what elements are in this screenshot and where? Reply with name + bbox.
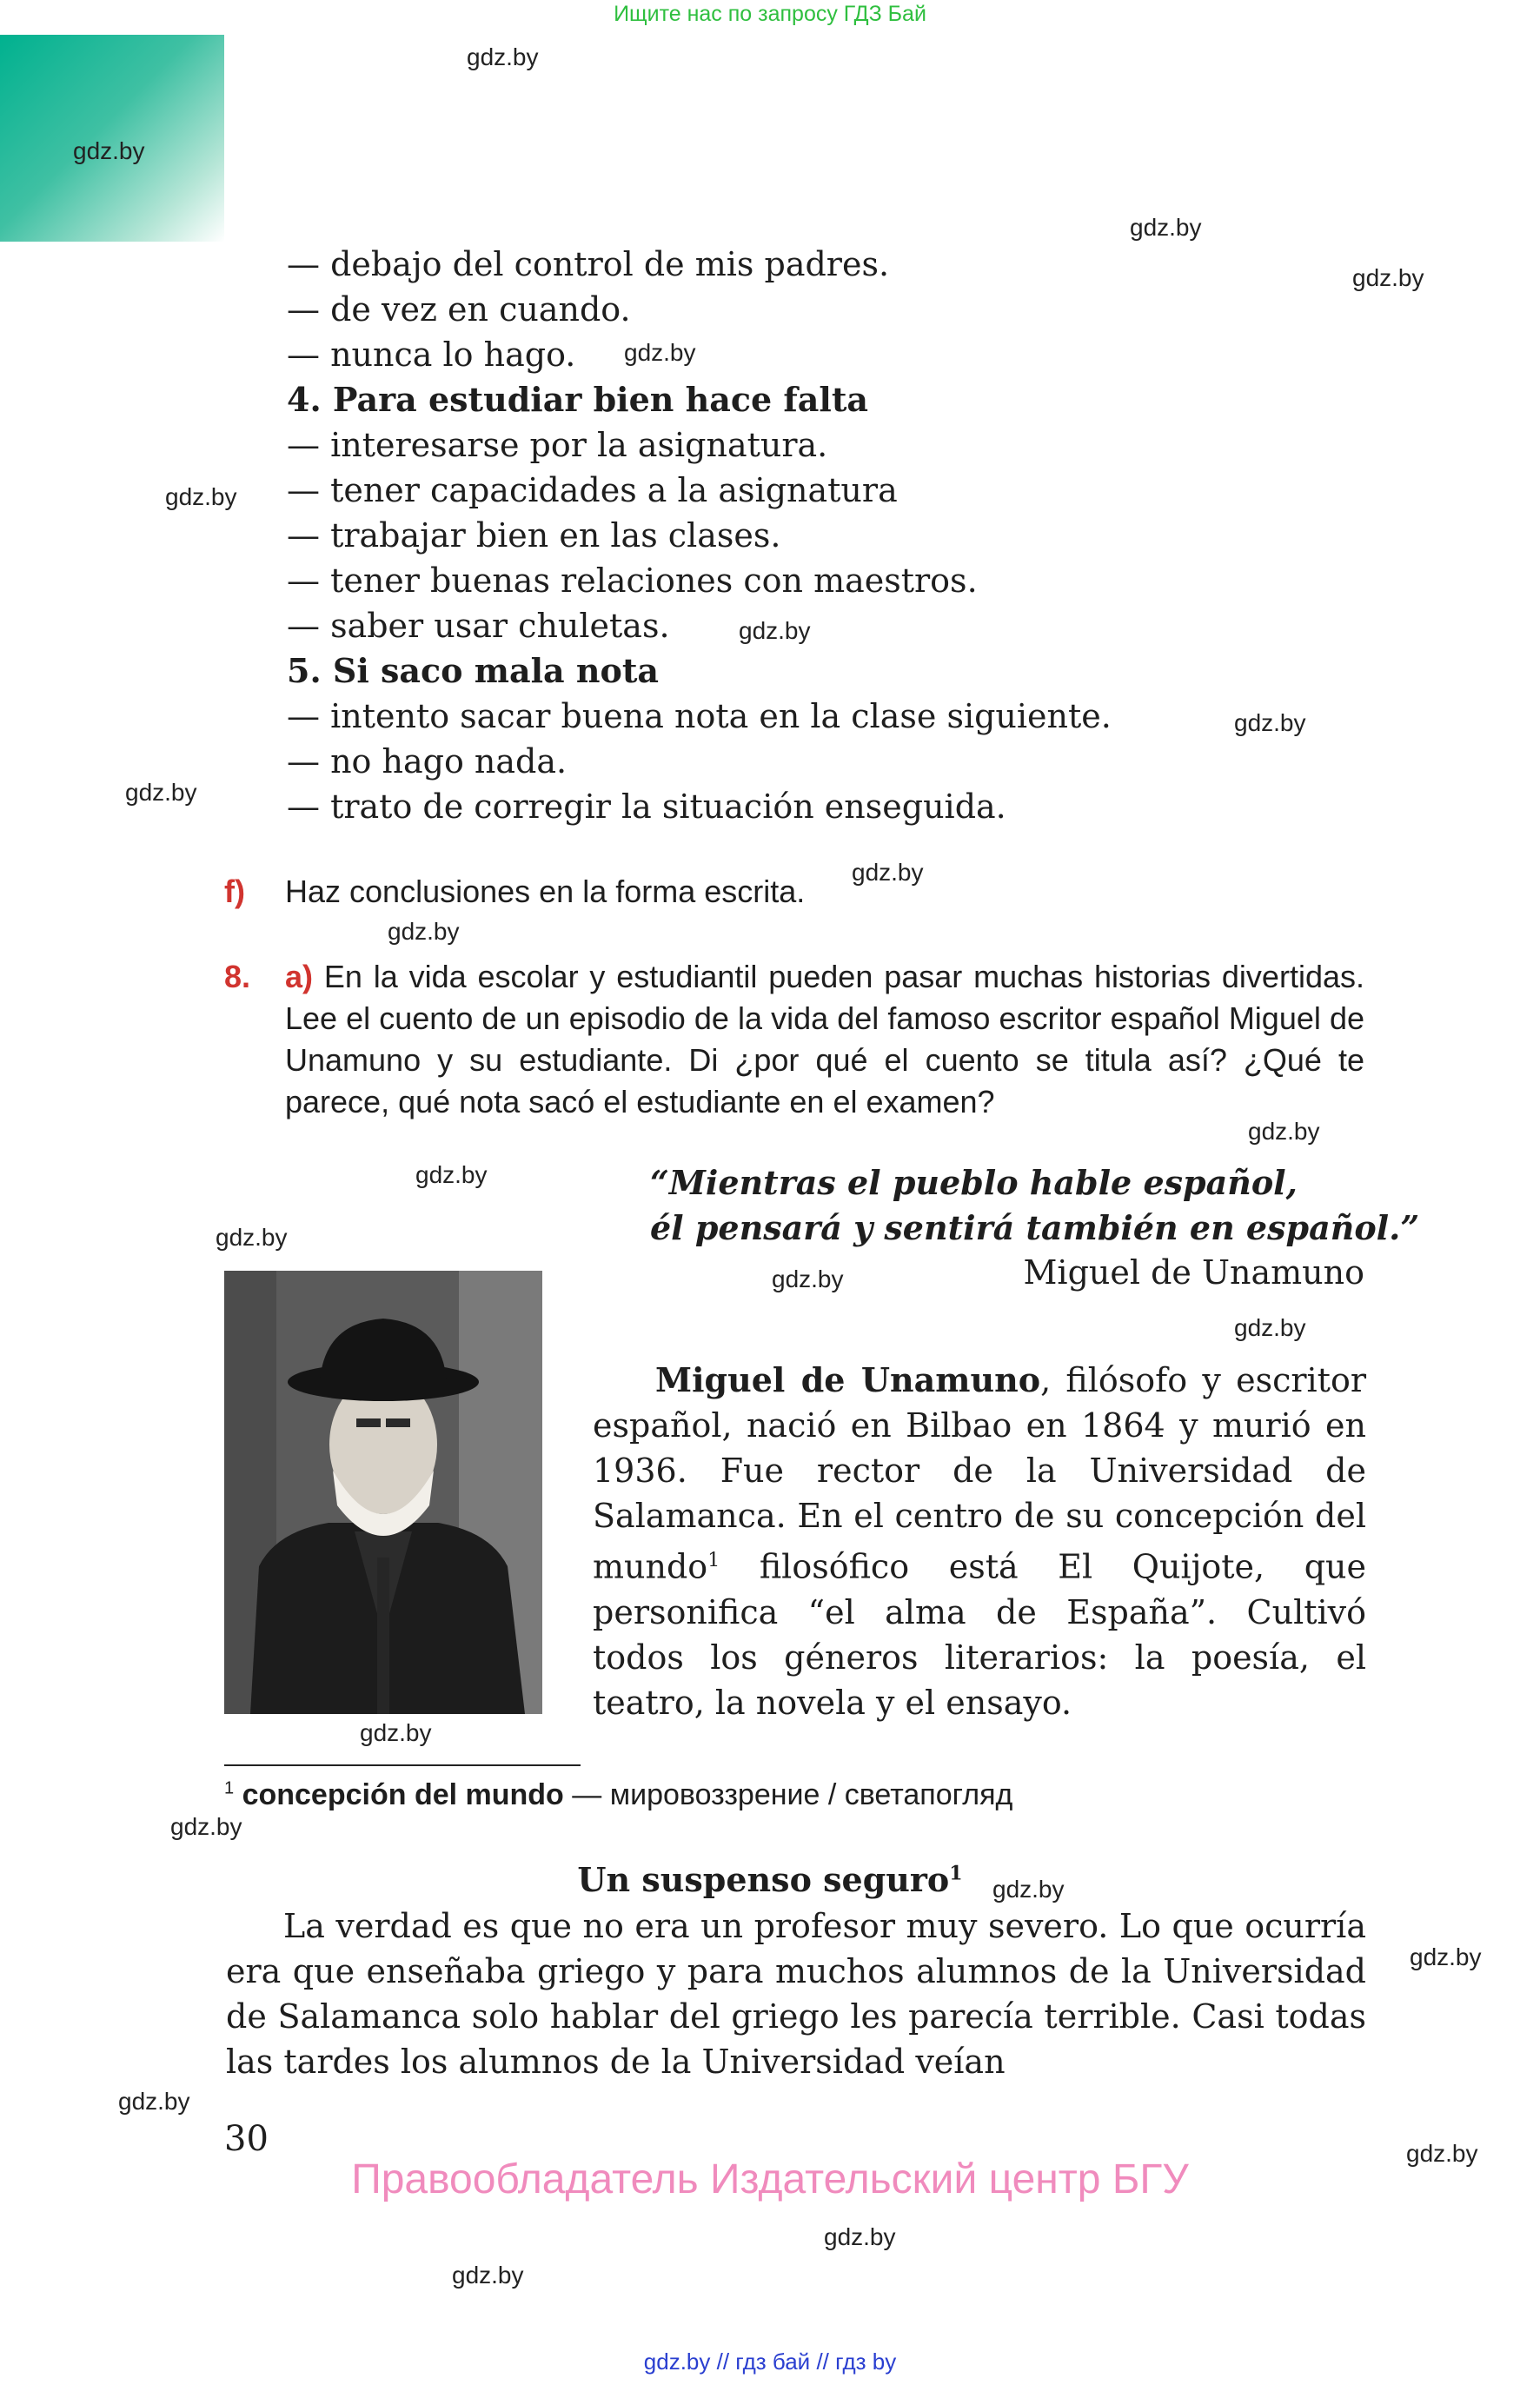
footer-link[interactable]: гдз бай bbox=[735, 2348, 811, 2375]
task-8-text bbox=[285, 956, 1364, 1123]
header-search-hint[interactable]: Ищите нас по запросу ГДЗ Бай bbox=[614, 2, 926, 26]
survey-option: — debajo del control de mis padres. bbox=[287, 245, 890, 283]
task-number: 8. bbox=[224, 959, 251, 994]
survey-option: — saber usar chuletas. bbox=[287, 607, 670, 645]
survey-option: — de vez en cuando. bbox=[287, 290, 631, 329]
task-marker-f: f) bbox=[224, 874, 245, 909]
story-paragraph: La verdad es que no era un profesor muy severo. Lo que ocurría era que enseñaba griego y para muchos alumnos de la Universidad de Salamanca solo hablar del griego les parecía terrible. Casi todas las tardes los alumnos de la Universidad veían bbox=[226, 1907, 1366, 2081]
survey-option: — tener capacidades a la asignatura bbox=[287, 471, 898, 509]
footnote-definition: — мировоззрение / светапогляд bbox=[563, 1778, 1013, 1811]
footer-separator: // bbox=[710, 2348, 736, 2375]
watermark[interactable]: gdz.by bbox=[852, 859, 924, 886]
survey-option: — trabajar bien en las clases. bbox=[287, 516, 781, 555]
footnote bbox=[224, 1778, 1012, 1812]
story-title bbox=[0, 1860, 1540, 1899]
watermark[interactable]: gdz.by bbox=[360, 1719, 432, 1746]
task-f-text: Haz conclusiones en la forma escrita. bbox=[285, 874, 806, 909]
publisher-notice: Правообладатель Издательский центр БГУ bbox=[351, 2156, 1189, 2202]
watermark[interactable]: gdz.by bbox=[1248, 1118, 1320, 1145]
survey-option: — nunca lo hago. bbox=[287, 335, 576, 374]
watermark[interactable]: gdz.by bbox=[824, 2223, 896, 2250]
story-title-text: Un suspenso seguro bbox=[577, 1860, 950, 1899]
watermark[interactable]: gdz.by bbox=[73, 137, 145, 164]
bio-name: Miguel de Unamuno bbox=[655, 1360, 1041, 1399]
watermark[interactable]: gdz.by bbox=[125, 779, 197, 806]
footnote-term: concepción del mundo bbox=[242, 1778, 564, 1811]
task-marker-a: a) bbox=[285, 959, 314, 994]
survey-option: — no hago nada. bbox=[287, 742, 568, 781]
story-title-footnote: 1 bbox=[949, 1862, 963, 1885]
watermark[interactable]: gdz.by bbox=[388, 918, 460, 945]
watermark[interactable]: gdz.by bbox=[992, 1876, 1065, 1903]
watermark[interactable]: gdz.by bbox=[1130, 214, 1202, 241]
footer-separator: // bbox=[810, 2348, 836, 2375]
page-number: 30 bbox=[224, 2119, 269, 2159]
epigraph-author: Miguel de Unamuno bbox=[1023, 1253, 1364, 1292]
unamuno-portrait bbox=[224, 1271, 542, 1714]
bio-text: , filósofo y escritor español, nació en Bilbao en 1864 y murió en 1936. Fue rector de la Universidad de Salamanca. En el centro de su concepción del mundo bbox=[593, 1361, 1366, 1586]
watermark[interactable]: gdz.by bbox=[739, 617, 811, 644]
footnote-divider bbox=[224, 1764, 581, 1766]
biography-paragraph bbox=[593, 1358, 1366, 1725]
watermark[interactable]: gdz.by bbox=[772, 1266, 844, 1292]
watermark[interactable]: gdz.by bbox=[118, 2088, 190, 2115]
watermark[interactable]: gdz.by bbox=[170, 1813, 242, 1840]
watermark[interactable]: gdz.by bbox=[1234, 709, 1306, 736]
footer-link[interactable]: gdz.by bbox=[643, 2348, 711, 2375]
epigraph-line: “Mientras el pueblo hable español, bbox=[650, 1163, 1298, 1202]
survey-question: 5. Si saco mala nota bbox=[287, 651, 660, 690]
epigraph-line: él pensará y sentirá también en español.” bbox=[650, 1208, 1420, 1247]
bio-text: filosófico está El Quijote, que personifica “el alma de España”. Cultivó todos los géneros literarios: la poesía, el teatro, la novela y el ensayo. bbox=[593, 1547, 1366, 1722]
footer-links bbox=[0, 2348, 1540, 2375]
watermark[interactable]: gdz.by bbox=[1352, 264, 1424, 291]
watermark[interactable]: gdz.by bbox=[1406, 2140, 1478, 2167]
survey-question: 4. Para estudiar bien hace falta bbox=[287, 380, 868, 419]
watermark[interactable]: gdz.by bbox=[216, 1224, 288, 1251]
watermark[interactable]: gdz.by bbox=[165, 483, 237, 510]
footnote-number: 1 bbox=[224, 1778, 235, 1798]
survey-option: — interesarse por la asignatura. bbox=[287, 426, 828, 464]
watermark[interactable]: gdz.by bbox=[624, 339, 696, 366]
watermark[interactable]: gdz.by bbox=[1234, 1314, 1306, 1341]
watermark[interactable]: gdz.by bbox=[452, 2262, 524, 2289]
footnote-ref: 1 bbox=[707, 1550, 720, 1571]
footer-link[interactable]: гдз by bbox=[835, 2348, 897, 2375]
watermark[interactable]: gdz.by bbox=[467, 43, 539, 70]
watermark[interactable]: gdz.by bbox=[1410, 1943, 1482, 1970]
watermark[interactable]: gdz.by bbox=[415, 1161, 488, 1188]
survey-option: — tener buenas relaciones con maestros. bbox=[287, 561, 978, 600]
survey-option: — trato de corregir la situación enseguida. bbox=[287, 787, 1006, 826]
survey-option: — intento sacar buena nota en la clase siguiente. bbox=[287, 697, 1112, 735]
task-8-body: En la vida escolar y estudiantil pueden pasar muchas historias divertidas. Lee el cuento de un episodio de la vida del famoso escritor español Miguel de Unamuno y su estudiante. Di ¿por qué el cuento se titula así? ¿Qué te parece, qué nota sacó el estudiante en el examen? bbox=[285, 959, 1364, 1119]
portrait-illustration bbox=[224, 1271, 542, 1714]
